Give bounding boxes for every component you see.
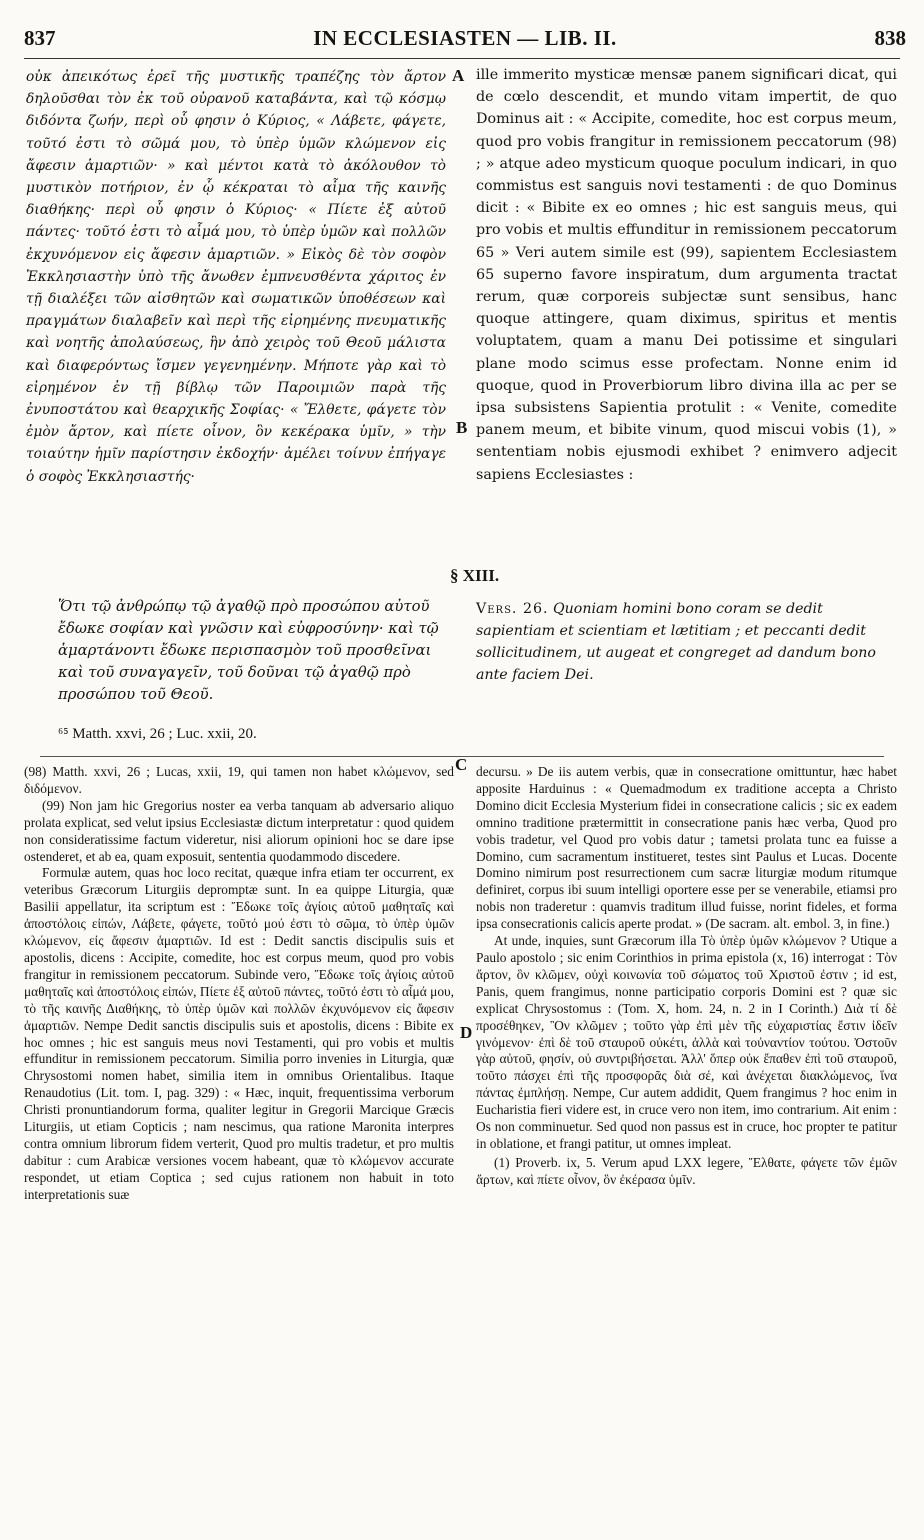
footnote-divider xyxy=(40,756,884,757)
header-rule xyxy=(24,58,900,59)
footnote-paragraph: At unde, inquies, sunt Græcorum illa Τὸ ὑπὲρ ὑμῶν κλώμενον ? Utique a Paulo apostolo ; sic enim Corinthios in prima epistola (x, 16) interrogat : Τὸν ἄρτον, ὃν κλῶμεν, οὐχὶ κοινωνία τοῦ σώματος τοῦ Χριστοῦ ἐστιν ; id est, Panis, quem frangimus, nonne participatio corporis Domini est ? quæ sic explicat Chrysostomus : (Tom. X, hom. 24, n. 2 in I Corinth.) Διὰ τί δὲ προσέθηκεν, Ὃν κλῶμεν ; τοῦτο γὰρ ἐπὶ μὲν τῆς εὐχαριστίας ἔστιν ἰδεῖν γινόμενον· ἐπὶ δὲ τοῦ σταυροῦ οὐκέτι, ἀλλὰ καὶ τοὐναντίον τούτου. Ὀστοῦν γὰρ αὐτοῦ, φησίν, οὐ συντριβήσεται. Ἀλλ' ὅπερ οὐκ ἔπαθεν ἐπὶ τοῦ σταυροῦ, τοῦτο πάσχει ἐπὶ τῆς προσφορᾶς διὰ σέ, καὶ ἀνέχεται διακλώμενος, ἵνα πάντας ἐμπλήσῃ. Nempe, Cur autem addidit, Quem frangimus ? hoc enim in Eucharistia fieri videre est, in cruce vero non item, imo contrarium. Ait enim : Os non comminuetur. Sed quod non passus est in cruce, hoc propter te patitur in oblatione, et frangi patitur, ut omnes impleat. xyxy=(476,933,897,1151)
margin-letter-a: A xyxy=(452,66,465,85)
margin-letter-d: D xyxy=(460,1023,473,1042)
footnote-99: (99) Non jam hic Gregorius noster ea verba tanquam ab adversario aliquo prolata explicat, sed velut ipsius Ecclesiastæ dictum interpretatur : quod quidem non consideratissime factum videretur, nisi aliorum opinioni hoc se dare ipse ostenderet, et ab ea, quam exposuit, sententia quodammodo discedere. xyxy=(24,797,454,864)
footnote-continuation: decursu. » De iis autem verbis, quæ in consecratione omittuntur, hæc habet apposite Harduinus : « Quemadmodum ex traditione accepta a Christo Domino dicit Ecclesia Mysterium fidei in consecratione calicis ; sic ex eadem omnino traditione prætermittit in consecratione panis hæc verba, Quod pro vobis tradetur, vel Quod pro vobis datur ; tametsi prolata tunc ea fuisse a Domino, cum sacramentum institueret, testes sint Paulus et Lucas. Docente Domino nimirum post resurrectionem cum sacræ liturgiæ modum ritumque definiret, corpus ibi suum intelligi oportere esse per se venerabile, etiamsi pro nobis non traderetur : quamvis traditum illud fuisse, norint fideles, et forma ipsa consecrationis calicis aperte prodat. » (De sacram. alt. embol. 3, in fine.) xyxy=(476,764,897,932)
verse-label: Vers. 26. xyxy=(476,601,549,617)
verse-latin-text: Quoniam homini bono coram se dedit sapientiam et scientiam et lætitiam ; et peccanti dedit sollicitudinem, ut augeat et congreget ad dandum bono ante faciem Dei. xyxy=(476,601,876,683)
section-heading: § XIII. xyxy=(450,566,500,585)
verse-latin xyxy=(476,598,897,686)
margin-letter-c: C xyxy=(455,755,468,774)
greek-text-column: οὐκ ἀπεικότως ἐρεῖ τῆς μυστικῆς τραπέζης τὸν ἄρτον δηλοῦσθαι τὸν ἐκ τοῦ οὐρανοῦ καταβάντα, καὶ τῷ κόσμῳ διδόντα ζωήν, περὶ οὗ φησιν ὁ Κύριος, « Λάβετε, φάγετε, τοῦτό ἐστι τὸ σῶμά μου, τὸ ὑπὲρ ὑμῶν κλώμενον εἰς ἄφεσιν ἁμαρτιῶν· » καὶ μέντοι κατὰ τὸ ἀκόλουθον τὸ μυστικὸν ποτήριον, ἐν ᾧ κέκραται τὸ αἷμα τῆς καινῆς διαθήκης· περὶ οὗ φησιν ὁ Κύριος· « Πίετε ἐξ αὐτοῦ πάντες· τοῦτό ἐστι τὸ αἷμά μου, τὸ ὑπὲρ ὑμῶν καὶ πολλῶν ἐκχυνόμενον εἰς ἄφεσιν ἁμαρτιῶν. » Εἰκὸς δὲ τὸν σοφὸν Ἐκκλησιαστὴν ὑπὸ τῆς ἄνωθεν ἐμπνευσθέντα χάριτος ἐν τῇ διαλέξει τῶν αἰσθητῶν καὶ σωματικῶν ὑποθέσεων καὶ πραγμάτων διαλαβεῖν καὶ περὶ τῆς εἰρημένης πνευματικῆς καὶ νοητῆς ἀπολαύσεως, ἣν ἀπὸ χειρὸς τοῦ Θεοῦ μάλιστα καὶ διαφερόντως ἴσμεν γεγενημένην. Μήποτε γὰρ καὶ τὸ εἰρημένον ἐν τῇ βίβλῳ τῶν Παροιμιῶν παρὰ τῆς ἐνυποστάτου καὶ θεαρχικῆς Σοφίας· « Ἔλθετε, φάγετε τὸν ἐμὸν ἄρτον, καὶ πίετε οἶνον, ὃν κεκέρακα ὑμῖν, » τὴν τοιαύτην ἡμῖν παρίστησιν ἐκδοχήν· ἀμέλει τοίνυν ἐπήγαγε ὁ σοφὸς Ἐκκλησιαστής· xyxy=(26,69,446,485)
latin-text-column: ille immerito mysticæ mensæ panem significari dicat, qui de cœlo descendit, et mundo vitam impertit, de quo Dominus ait : « Accipite, comedite, hoc est corpus meum, quod pro vobis frangitur in remissionem peccatorum (98) ; » atque adeo mysticum quoque poculum indicari, in quo commistus est sanguis novi testamenti : de quo Dominus dicit : « Bibite ex eo omnes ; hic est sanguis meus, qui pro vobis et multis effunditur in remissionem peccatorum 65 » Veri autem simile est (99), sapientem Ecclesiastem 65 superno favore inspiratum, dum argumenta tractat rerum, quæ corporeis subjectæ sunt sensibus, hanc quoque attingere, quam diximus, spiritus et mentis voluptatem, quam a manu Dei potissime et singulari plane modo scimus esse profectam. Nonne enim id quoque, quod in Proverbiorum libro divina illa ac per se ipsa subsistens Sapientia protulit : « Venite, comedite panem meum, et bibite vinum, quod miscui vobis (1), » sententiam nobis ejusmodi exhibet ? enimvero adjecit sapiens Ecclesiastes : xyxy=(476,67,897,483)
footnote-98: (98) Matth. xxvi, 26 ; Lucas, xxii, 19, qui tamen non habet κλώμενον, sed διδόμενον. xyxy=(24,764,454,796)
page-header xyxy=(20,26,910,56)
footnote-99-continued: Formulæ autem, quas hoc loco recitat, quæque infra etiam ter occurrent, ex veteribus Græcorum Liturgiis depromptæ sunt. In ea quippe Liturgia, quæ Basilii appellatur, ita scriptum est : Ἔδωκε τοῖς ἁγίοις αὐτοῦ μαθηταῖς καὶ ἀποστόλοις εἰπών, Λάβετε, φάγετε, τοῦτό μού ἐστι τὸ σῶμα, τὸ ὑπὲρ ὑμῶν κλώμενον, εἰς ἄφεσιν ἁμαρτιῶν. Id est : Dedit sanctis discipulis suis et apostolis, dicens : Accipite, comedite, hoc est corpus meum, quod pro vobis frangitur in remissionem peccatorum. Subinde vero, Ἔδωκε τοῖς ἁγίοις αὐτοῦ μαθηταῖς καὶ ἀποστόλοις εἰπών, Πίετε ἐξ αὐτοῦ πάντες, τοῦτό ἐστι τὸ αἷμά μου, τὸ τῆς καινῆς Διαθήκης, τὸ ὑπὲρ ὑμῶν καὶ πολλῶν ἐκχυνόμενον εἰς ἄφεσιν ἁμαρτιῶν. Nempe Dedit sanctis discipulis suis et apostolis, dicens : Bibite ex hoc omnes ; hic est sanguis meus novi Testamenti, qui pro vobis et multis effunditur in remissionem peccatorum. Similia porro invenies in Liturgia, quæ Chrysostomi nomen habet, similia item in omnibus Orientalibus. Itaque Renaudotius (Lit. tom. I, pag. 329) : « Hæc, inquit, frequentissima verborum Christi pronuntiandorum forma, qualiter legitur in Gregorii Marcique Græcis Liturgiis, ut etiam Copticis ; nam nescimus, qua ratione Maronita interpres contra omnium librorum fidem verterit, Quod pro multis tradetur, et pro multis dabitur : cum Arabicæ versiones vocem habeant, quæ τὸ κλώμενον accurate respondet, ut etiam Coptica ; sed cujus rationem non habuit in toto interpretationis suæ xyxy=(24,865,454,1202)
footnotes-left-column xyxy=(24,764,454,1204)
running-title: IN ECCLESIASTEN — LIB. II. xyxy=(313,26,617,50)
footnotes-right-column xyxy=(476,764,897,1189)
page-number-right: 838 xyxy=(874,26,906,50)
margin-letter-b: B xyxy=(456,418,468,437)
verse-greek: Ὅτι τῷ ἀνθρώπῳ τῷ ἀγαθῷ πρὸ προσώπου αὐτοῦ ἔδωκε σοφίαν καὶ γνῶσιν καὶ εὐφροσύνην· καὶ τῷ ἁμαρτάνοντι ἔδωκε περισπασμὸν τοῦ προσθεῖναι καὶ τοῦ συναγαγεῖν, τοῦ δοῦναι τῷ ἀγαθῷ πρὸ προσώπου τοῦ Θεοῦ. xyxy=(58,598,439,703)
scripture-reference: ⁶⁵ Matth. xxvi, 26 ; Luc. xxii, 20. xyxy=(58,726,257,742)
page-number-left: 837 xyxy=(24,26,56,50)
footnote-1: (1) Proverb. ix, 5. Verum apud LXX legere, Ἔλθατε, φάγετε τῶν ἐμῶν ἄρτων, καὶ πίετε οἶνον, ὃν ἐκέρασα ὑμῖν. xyxy=(476,1154,897,1187)
